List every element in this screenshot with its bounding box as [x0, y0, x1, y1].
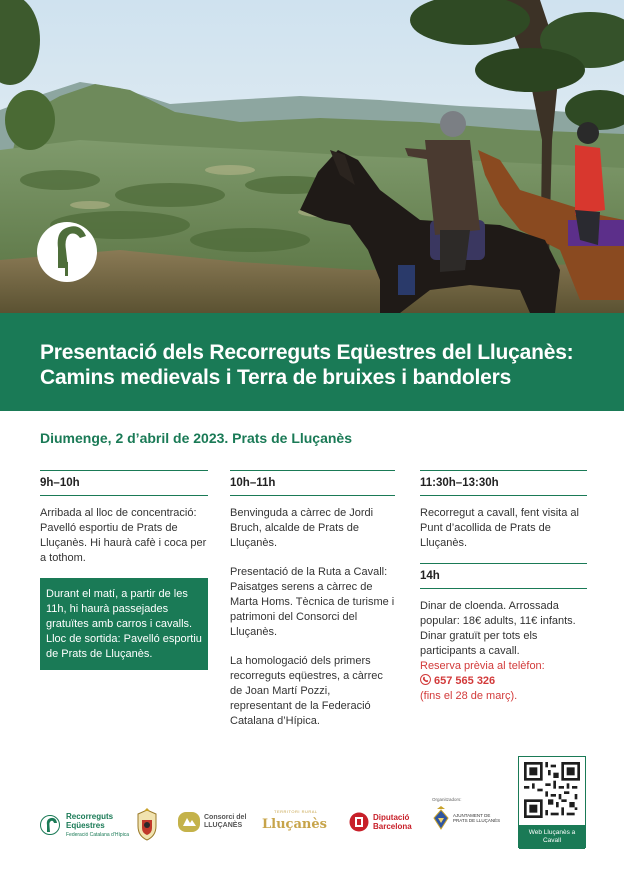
diputacio-icon	[349, 812, 369, 832]
ajuntament-line-1: AJUNTAMENT DE	[453, 813, 491, 818]
time-slot-14h: 14h	[420, 563, 587, 589]
route-presentation-text: Presentació de la Ruta a Cavall: Paisatges serens a càrrec de Marta Homs. Tècnica de turisme i patrimoni del Consorci del Lluçanès.	[230, 566, 395, 638]
schedule-column-2	[230, 470, 395, 729]
walks-info-box: Durant el matí, a partir de les 11h, hi haurà passejades gratuïtes amb carros i cavalls. Lloc de sortida: Pavelló esportiu de Prats de Lluçanès.	[40, 578, 208, 670]
phone-icon	[420, 674, 431, 685]
recorreguts-line-1: Recorreguts	[66, 812, 114, 821]
homologation-text: La homologació dels primers recorreguts eqüestres, a càrrec de Joan Martí Pozzi, representant de la Federació Catalana d’Hípica.	[230, 655, 383, 727]
hero-photo	[0, 0, 624, 313]
time-slot-1130h: 11:30h–13:30h	[420, 470, 587, 496]
diputacio-line-2: Barcelona	[373, 822, 412, 831]
ride-text: Recorregut a cavall, fent visita al Punt d’acollida de Prats de Lluçanès.	[420, 507, 579, 549]
recorreguts-line-2: Eqüestres	[66, 821, 105, 830]
llucanes-big-text: Lluçanès	[262, 817, 327, 832]
recorreguts-line-3: Federació Catalana d’Hípica	[66, 832, 130, 838]
arrival-text: Arribada al lloc de concentració: Pavelló esportiu de Prats de Lluçanès. Hi haurà cafè i coca per a tothom.	[40, 507, 207, 564]
consorci-llucanes-logo	[178, 812, 246, 832]
diputacio-line-1: Diputació	[373, 813, 410, 822]
ajuntament-line-2: PRATS DE LLUÇANÈS	[453, 818, 501, 823]
title-line-1: Presentació dels Recorreguts Eqüestres del Lluçanès:	[40, 341, 574, 364]
title-line-2: Camins medievals i Terra de bruixes i bandolers	[40, 366, 512, 389]
consorci-line-1: Consorci del	[204, 814, 247, 821]
llucanes-small-text: TERRITORI RURAL	[274, 809, 318, 814]
diputacio-barcelona-logo	[349, 812, 412, 832]
reservation-label: Reserva prèvia al telèfon:	[420, 660, 545, 672]
consorci-icon	[178, 812, 200, 832]
time-slot-9h: 9h–10h	[40, 470, 208, 496]
schedule-column-1	[40, 470, 208, 670]
shield-emblem-icon	[134, 808, 160, 842]
territori-llucanes-logo	[262, 809, 327, 832]
federation-emblem-logo	[134, 808, 160, 842]
time-slot-10h: 10h–11h	[230, 470, 395, 496]
qr-caption: Web Lluçanès a Cavall	[519, 825, 585, 849]
coat-of-arms-icon	[432, 806, 450, 830]
lunch-text: Dinar de cloenda. Arrossada popular: 18€ adults, 11€ infants. Dinar gratuït per tots els participants a cavall.	[420, 600, 576, 657]
qr-code-icon	[524, 762, 580, 818]
event-date: Diumenge, 2 d’abril de 2023. Prats de Lluçanès	[40, 430, 353, 446]
reservation-deadline: (fins el 28 de març).	[420, 690, 518, 702]
welcome-text: Benvinguda a càrrec de Jordi Bruch, alcalde de Prats de Lluçanès.	[230, 507, 374, 549]
organisers-label: Organitzadors:	[432, 797, 462, 802]
ajuntament-prats-logo	[432, 797, 500, 830]
phone-number[interactable]: 657 565 326	[434, 675, 496, 687]
qr-code-box[interactable]	[518, 756, 586, 848]
horse-head-icon	[40, 814, 60, 836]
phone-line	[420, 674, 587, 689]
consorci-line-2: LLUÇANÈS	[204, 822, 243, 829]
event-title	[40, 340, 624, 390]
schedule-column-3	[420, 470, 587, 704]
title-band	[0, 313, 624, 411]
recorreguts-equestres-logo	[40, 812, 129, 838]
